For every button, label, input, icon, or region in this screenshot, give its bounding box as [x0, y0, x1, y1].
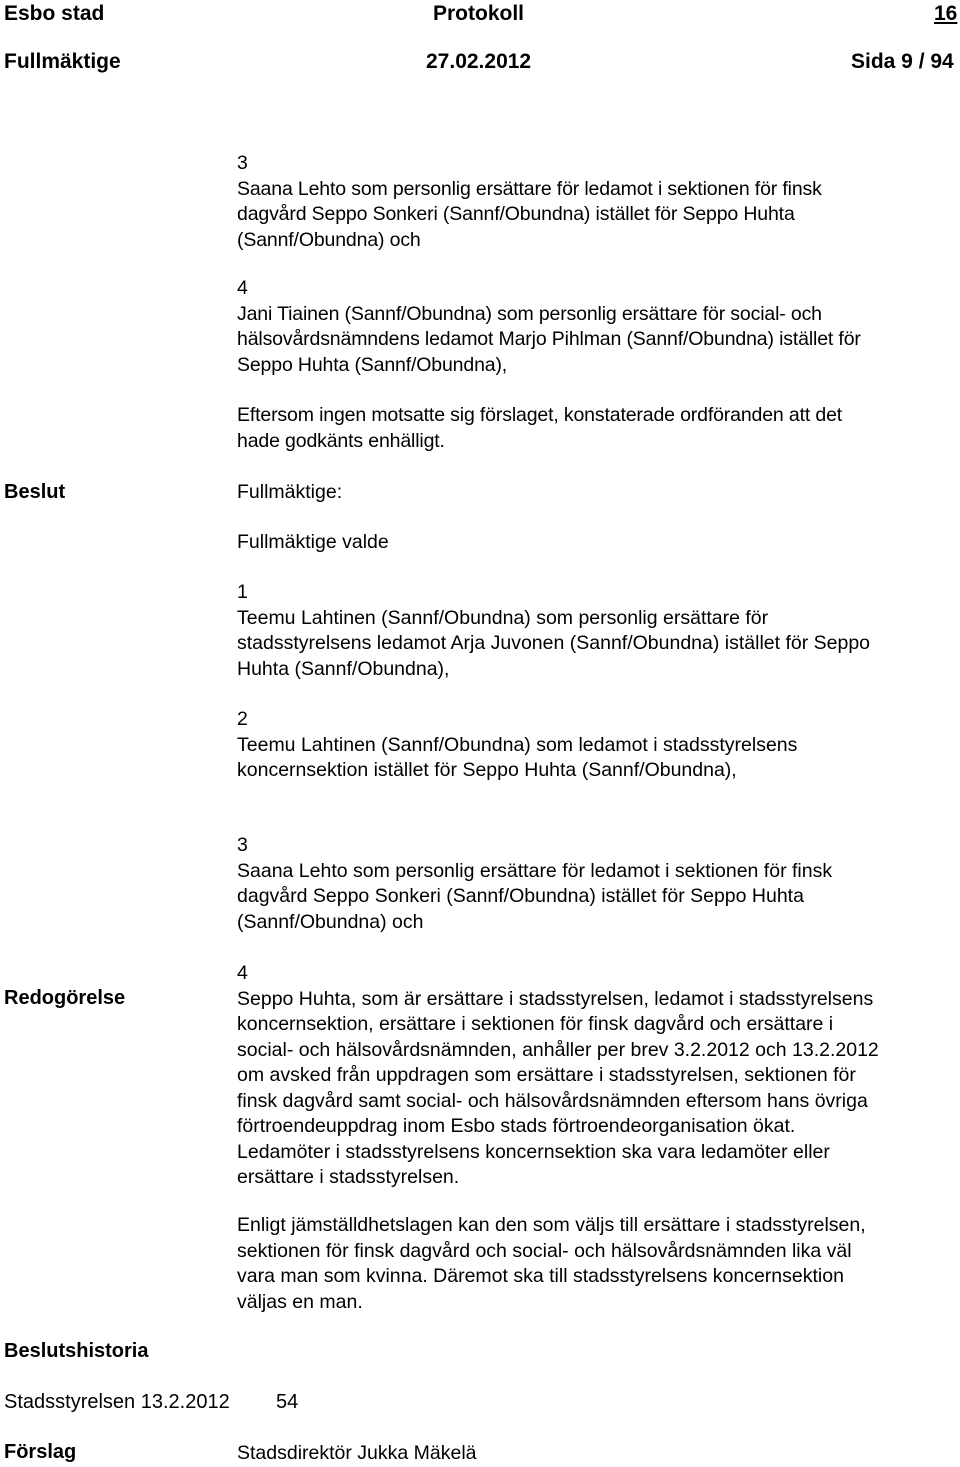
paragraph-line: ersättare i stadsstyrelsen. [237, 1166, 460, 1188]
paragraph-line: dagvård Seppo Sonkeri (Sannf/Obundna) istället för Seppo Huhta [237, 203, 795, 225]
paragraph-line: hade godkänts enhälligt. [237, 429, 445, 452]
forslag-text-block [237, 1441, 959, 1467]
side-label-beslut: Beslut [4, 481, 66, 503]
block-item-4-second [237, 961, 959, 1191]
header-org: Esbo stad [4, 2, 105, 25]
paragraph-line: Teemu Lahtinen (Sannf/Obundna) som ledamot i stadsstyrelsens [237, 733, 798, 756]
paragraph-line: dagvård Seppo Sonkeri (Sannf/Obundna) istället för Seppo Huhta [237, 885, 804, 907]
block-item-3-second [237, 833, 959, 935]
paragraph-line: Teemu Lahtinen (Sannf/Obundna) som personlig ersättare för [237, 606, 769, 629]
paragraph-line: Saana Lehto som personlig ersättare för ledamot i sektionen för finsk [237, 177, 822, 200]
history-stadsstyrelsen: Stadsstyrelsen 13.2.2012 [4, 1391, 230, 1413]
item-number: 1 [237, 581, 248, 603]
paragraph-line: vara man som kvinna. Däremot ska till stadsstyrelsens koncernsektion [237, 1265, 844, 1287]
side-label-beslutshistoria: Beslutshistoria [4, 1340, 149, 1362]
block-item-3-first [237, 151, 959, 253]
paragraph-line: Eftersom ingen motsatte sig förslaget, konstaterade ordföranden att det [237, 404, 843, 426]
paragraph-line: Seppo Huhta, som är ersättare i stadsstyrelsen, ledamot i stadsstyrelsens [237, 987, 874, 1010]
paragraph-line: koncernsektion, ersättare i sektionen för finsk dagvård och ersättare i [237, 1013, 834, 1035]
paragraph-line: Stadsdirektör Jukka Mäkelä [237, 1442, 477, 1464]
block-conclusion [237, 403, 959, 454]
item-number: 4 [237, 962, 248, 984]
header-body: Fullmäktige [4, 50, 121, 73]
block-item-2 [237, 707, 959, 784]
side-label-redogorelse: Redogörelse [4, 987, 126, 1009]
paragraph-line: Seppo Huhta (Sannf/Obundna), [237, 353, 508, 376]
paragraph-line: Ledamöter i stadsstyrelsens koncernsektion ska vara ledamöter eller [237, 1140, 830, 1163]
item-number: 3 [237, 834, 248, 856]
paragraph-line: om avsked från uppdragen som ersättare i stadsstyrelsen, sektionen för [237, 1064, 856, 1086]
paragraph-line: hälsovårdsnämndens ledamot Marjo Pihlman (Sannf/Obundna) istället för [237, 328, 861, 350]
paragraph-line: väljas en man. [237, 1290, 363, 1313]
history-stadsstyrelsen-number: 54 [276, 1391, 299, 1413]
beslut-intro [237, 480, 959, 506]
paragraph-line: koncernsektion istället för Seppo Huhta (Sannf/Obundna), [237, 759, 737, 781]
paragraph-line: sektionen för finsk dagvård och social- och hälsovårdsnämnden lika väl [237, 1239, 852, 1262]
header-date: 27.02.2012 [426, 50, 532, 73]
paragraph-line: Enligt jämställdhetslagen kan den som väljs till ersättare i stadsstyrelsen, [237, 1214, 866, 1236]
paragraph-line: Huhta (Sannf/Obundna), [237, 657, 450, 680]
paragraph-line: Jani Tiainen (Sannf/Obundna) som personlig ersättare för social- och [237, 302, 822, 325]
beslut-valde [237, 530, 959, 556]
side-label-forslag: Förslag [4, 1441, 77, 1463]
paragraph-line: förtroendeuppdrag inom Esbo stads förtroendeorganisation ökat. [237, 1115, 796, 1137]
block-item-1 [237, 580, 959, 682]
item-number: 2 [237, 708, 248, 730]
block-equality [237, 1213, 959, 1315]
block-item-4-first [237, 276, 959, 378]
item-number: 4 [237, 277, 248, 299]
header-sheet: Sida 9 / 94 [851, 50, 954, 73]
paragraph-line: (Sannf/Obundna) och [237, 910, 424, 933]
paragraph-line: social- och hälsovårdsnämnden, anhåller per brev 3.2.2012 och 13.2.2012 [237, 1038, 879, 1061]
paragraph-line: Fullmäktige valde [237, 531, 389, 553]
paragraph-line: Fullmäktige: [237, 481, 343, 503]
paragraph-line: Saana Lehto som personlig ersättare för ledamot i sektionen för finsk [237, 859, 833, 882]
header-page-number: 16 [934, 2, 958, 25]
header-doc-type: Protokoll [433, 2, 525, 25]
item-number: 3 [237, 152, 248, 174]
paragraph-line: (Sannf/Obundna) och [237, 228, 421, 251]
paragraph-line: stadsstyrelsens ledamot Arja Juvonen (Sannf/Obundna) istället för Seppo [237, 632, 871, 654]
paragraph-line: finsk dagvård samt social- och hälsovårdsnämnden eftersom hans övriga [237, 1089, 868, 1112]
